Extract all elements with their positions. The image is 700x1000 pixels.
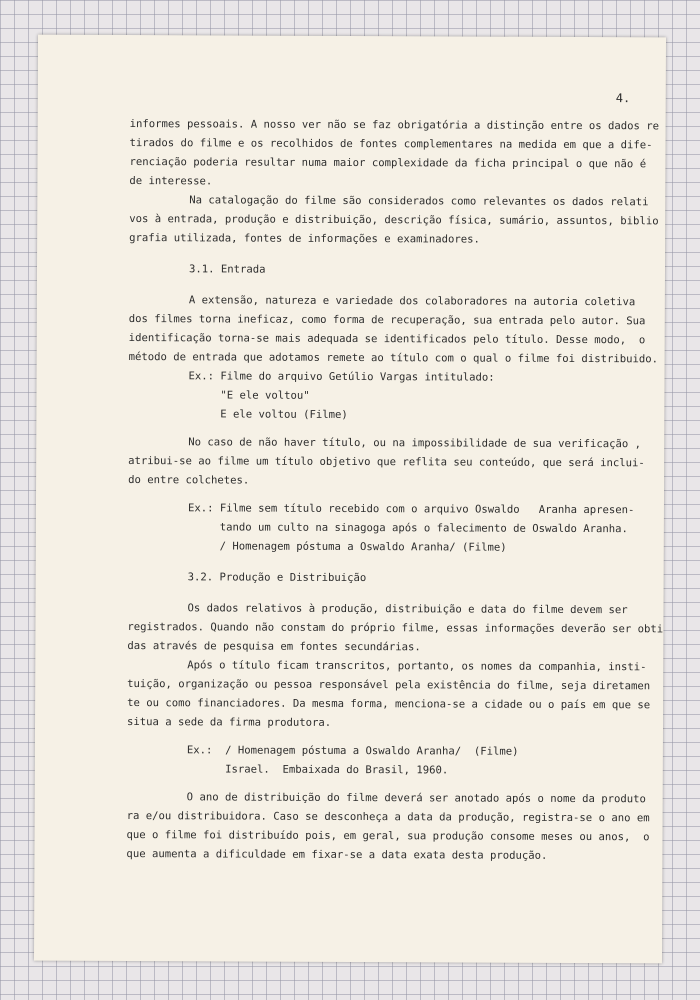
text-line: Na catalogação do filme são considerados como relevantes os dados relati — [189, 194, 649, 209]
example-line: tando um culto na sinagoga após o falecimento de Oswaldo Aranha. — [187, 521, 628, 536]
text-line: que aumenta a dificuldade em fixar-se a data exata desta produção. — [126, 848, 548, 862]
text-line: te ou como financiadores. Da mesma forma, menciona-se a cidade ou o país em que se — [127, 697, 651, 712]
text-line: situa a sede da firma produtora. — [126, 716, 332, 729]
text-line: O ano de distribuição do filme deverá ser anotado após o nome da produto — [186, 791, 646, 806]
example-line: Israel. Embaixada do Brasil, 1960. — [186, 763, 449, 777]
text-line: registrados. Quando não constam do próprio filme, essas informações deverão ser obti — [127, 621, 664, 636]
text-line: vos à entrada, produção e distribuição, descrição física, sumário, assuntos, biblio — [129, 213, 659, 228]
text-line: informes pessoais. A nosso ver não se faz obrigatória a distinção entre os dados re — [129, 118, 660, 133]
text-line: renciação poderia resultar numa maior complexidade da ficha principal o que não é — [129, 156, 647, 171]
text-line: Após o título ficam transcritos, portanto, os nomes da companhia, insti- — [187, 659, 647, 674]
example-line: / Homenagem póstuma a Oswaldo Aranha/ (Filme) — [187, 540, 507, 554]
text-line: que o filme foi distribuído pois, em geral, sua produção consome meses ou anos, o — [126, 829, 650, 844]
example-line: Ex.: Filme do arquivo Getúlio Vargas intitulado: — [188, 370, 495, 384]
text-line: tuição, organização ou pessoa responsável pela existência do filme, seja diretamen — [127, 678, 651, 693]
document-body — [126, 115, 664, 866]
section-heading: 3.2. Produção e Distribuição — [187, 571, 367, 585]
text-line: atribui-se ao filme um título objetivo que reflita seu conteúdo, que será inclui- — [128, 455, 645, 470]
text-line: No caso de não haver título, ou na impossibilidade de sua verificação , — [188, 436, 642, 451]
document-page — [34, 35, 666, 964]
text-line: identificação torna-se mais adequada se identificados pelo título. Desse modo, o — [128, 332, 646, 347]
example-line: Ex.: / Homenagem póstuma a Oswaldo Aranha/ (Filme) — [186, 744, 519, 758]
text-line: das através de pesquisa em fontes secundárias. — [127, 640, 421, 654]
section-heading: 3.1. Entrada — [188, 263, 266, 276]
text-line: ra e/ou distribuidora. Caso se desconheça a data da produção, registra-se o ano em — [126, 810, 650, 825]
text-line: tirados do filme e os recolhidos de fontes complementares na medida em que a dife- — [129, 137, 653, 152]
text-line: Os dados relativos à produção, distribuição e data do filme devem ser — [187, 602, 628, 617]
text-line: A extensão, natureza e variedade dos colaboradores na autoria coletiva — [188, 294, 636, 309]
example-line: E ele voltou (Filme) — [188, 408, 348, 421]
page-number: 4. — [615, 91, 631, 106]
text-line: grafia utilizada, fontes de informações e examinadores. — [129, 232, 480, 246]
text-line: método de entrada que adotamos remete ao título com o qual o filme foi distribuido. — [128, 351, 659, 366]
text-line: do entre colchetes. — [128, 474, 250, 487]
text-line: de interesse. — [129, 175, 213, 188]
example-line: "E ele voltou" — [188, 389, 310, 402]
text-line: dos filmes torna ineficaz, como forma de recuperação, sua entrada pelo autor. Sua — [128, 313, 646, 328]
example-line: Ex.: Filme sem título recebido com o arquivo Oswaldo Aranha apresen- — [187, 502, 635, 517]
